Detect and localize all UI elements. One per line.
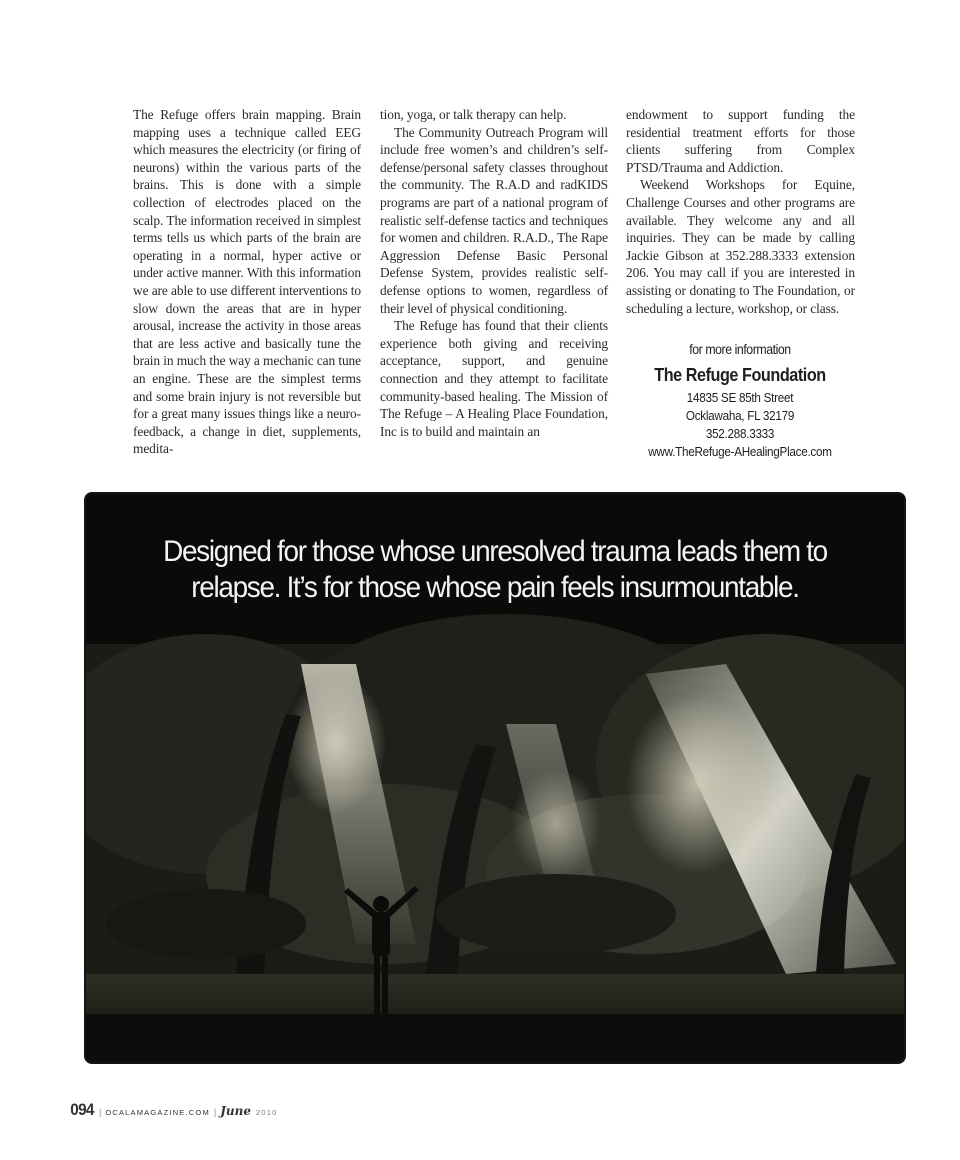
article-column-2 (380, 106, 608, 440)
forest-photo (86, 494, 904, 1062)
street-address: 14835 SE 85th Street (686, 390, 794, 405)
paragraph: tion, yoga, or talk therapy can help. (380, 107, 567, 122)
paragraph: The Refuge offers brain mapping. Brain mapping uses a technique called EEG which measures the electricity (or firing of neurons) within the various parts of the brains. This is done with a simple collection of electrodes placed on the scalp. The information received in simplest terms tells us which parts of the brain are operating in a normal, hyper active or under active manner. With this information we are able to use different interventions to slow down the areas that are in hyper arousal, increase the activity in those areas that are less active and basically tune the brain in much the way a mechanic can tune an engine. These are the simplest terms and some brain injury is not reversible but for a great many issues things like a neuro-feedback, a change in diet, supplements, medita- (133, 107, 361, 457)
website-url: www.TheRefuge-AHealingPlace.com (648, 444, 832, 459)
paragraph: Weekend Workshops for Equine, Challenge Courses and other programs are available. They welcome any and all inquiries. They can be made by calling Jackie Gibson at 352.288.3333 extension 206. You may call if you are interested in assisting or donating to The Foundation, or scheduling a lecture, workshop, or class. (626, 177, 855, 316)
headline-line-2: relapse. It’s for those whose pain feels insurmountable. (191, 571, 799, 604)
city-state-zip: Ocklawaha, FL 32179 (685, 408, 795, 423)
footer-separator: | (98, 1107, 102, 1117)
paragraph: endowment to support funding the residential treatment efforts for those clients suffering from Complex PTSD/Trauma and Addiction. (626, 107, 855, 175)
magazine-website: OCALAMAGAZINE.COM (105, 1108, 210, 1117)
organization-name: The Refuge Foundation (654, 365, 826, 385)
footer-separator: | (213, 1107, 217, 1117)
contact-info-box (626, 341, 854, 461)
paragraph: The Refuge has found that their clients experience both giving and receiving acceptance, support, and genuine connection and they attempt to facilitate community-based healing. The Mission of The Refuge – A Healing Place Foundation, Inc is to build and maintain an (380, 318, 608, 439)
phone-number: 352.288.3333 (705, 426, 775, 441)
article-column-1 (133, 106, 361, 458)
info-heading: for more information (689, 341, 791, 357)
page-number: 094 (70, 1100, 94, 1119)
issue-month: June (220, 1104, 251, 1118)
article-column-3 (626, 106, 855, 317)
headline-line-1: Designed for those whose unresolved trauma leads them to (163, 535, 827, 568)
paragraph: The Community Outreach Program will include free women’s and children’s self-defense/personal safety classes throughout the community. The R.A.D and radKIDS programs are part of a national program of realistic self-defense tactics and techniques for women and children. R.A.D., The Rape Aggression Defense Basic Personal Defense System, provides realistic self-defense options to women, regardless of their level of physical conditioning. (380, 124, 608, 316)
page-footer (69, 1100, 278, 1120)
issue-year: 2010 (256, 1108, 278, 1117)
photo-headline (152, 534, 838, 606)
